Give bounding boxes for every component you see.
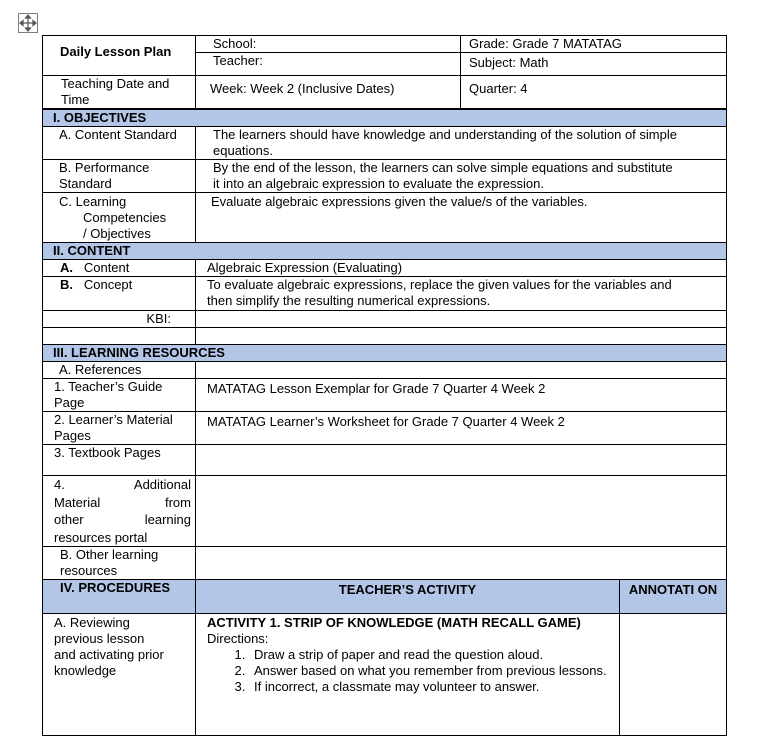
additional-material-value[interactable] (196, 476, 727, 547)
review-label: A. Reviewing previous lesson and activating prior knowledge (43, 614, 196, 736)
subject-field[interactable]: Subject: Math (461, 53, 727, 76)
kbi-value[interactable] (196, 311, 727, 328)
activity-title: ACTIVITY 1. STRIP OF KNOWLEDGE (MATH RECALL GAME) (207, 615, 581, 630)
performance-standard-text: By the end of the lesson, the learners can solve simple equations and substitute it into an algebraic expression to evaluate the expression. (196, 160, 727, 193)
content-standard-text: The learners should have knowledge and understanding of the solution of simple equations. (196, 127, 727, 160)
annotation-cell[interactable] (620, 614, 727, 736)
content-heading: II. CONTENT (43, 243, 727, 260)
teachers-guide-value: MATATAG Lesson Exemplar for Grade 7 Quarter 4 Week 2 (196, 379, 727, 412)
header-table (42, 35, 727, 109)
resources-heading: III. LEARNING RESOURCES (43, 345, 727, 362)
competencies-label-line-3: / Objectives (83, 226, 151, 241)
additional-label-line-4: resources portal (54, 529, 148, 545)
concept-letter: B. (60, 277, 73, 292)
teacher-field[interactable]: Teacher: (196, 53, 461, 76)
content-value: Algebraic Expression (Evaluating) (196, 260, 727, 277)
concept-value: To evaluate algebraic expressions, replace the given values for the variables and then simplify the resulting numerical expressions. (196, 277, 727, 311)
content-label (43, 260, 196, 277)
teaching-date-label: Teaching Date and Time (43, 76, 196, 109)
textbook-label: 3. Textbook Pages (43, 445, 196, 476)
activity-cell (196, 614, 620, 736)
content-letter: A. (60, 260, 73, 275)
other-resources-label: B. Other learning resources (43, 547, 196, 580)
additional-label-line-3: other learning (54, 512, 191, 527)
procedures-heading: IV. PROCEDURES (43, 580, 196, 614)
school-field[interactable]: School: (196, 36, 461, 53)
concept-label-text: Concept (83, 277, 133, 292)
learners-material-value: MATATAG Learner’s Worksheet for Grade 7 Quarter 4 Week 2 (196, 412, 727, 445)
additional-label-line-1: 4. Additional (54, 477, 191, 492)
grade-field[interactable]: Grade: Grade 7 MATATAG (461, 36, 727, 53)
references-label: A. References (43, 362, 196, 379)
competencies-label (43, 193, 196, 243)
quarter-field[interactable]: Quarter: 4 (461, 76, 727, 109)
content-standard-label: A. Content Standard (43, 127, 196, 160)
other-resources-value[interactable] (196, 547, 727, 580)
week-field[interactable]: Week: Week 2 (Inclusive Dates) (196, 76, 461, 109)
empty-row-value[interactable] (196, 328, 727, 345)
learners-material-label: 2. Learner’s Material Pages (43, 412, 196, 445)
concept-label (43, 277, 196, 311)
references-value[interactable] (196, 362, 727, 379)
teacher-activity-heading: TEACHER’S ACTIVITY (196, 580, 620, 614)
additional-material-label (43, 476, 196, 547)
textbook-value[interactable] (196, 445, 727, 476)
list-item: 2. Answer based on what you remember from previous lessons. (249, 663, 615, 679)
directions-list (207, 647, 615, 695)
list-item: 3. If incorrect, a classmate may volunteer to answer. (249, 679, 615, 695)
content-label-text: Content (83, 260, 130, 275)
table-move-handle-icon[interactable] (18, 13, 38, 33)
list-item: 1. Draw a strip of paper and read the question aloud. (249, 647, 615, 663)
additional-label-line-2: Material from (54, 494, 191, 510)
performance-standard-label: B. Performance Standard (43, 160, 196, 193)
lesson-plan-document (42, 35, 726, 736)
directions-label: Directions: (207, 631, 269, 646)
competencies-text: Evaluate algebraic expressions given the value/s of the variables. (196, 193, 727, 243)
competencies-label-line-1: C. Learning (59, 194, 127, 209)
main-table (42, 109, 727, 736)
title: Daily Lesson Plan (43, 36, 196, 76)
annotation-heading: ANNOTATI ON (620, 580, 727, 614)
kbi-label: KBI: (43, 311, 196, 328)
teachers-guide-label: 1. Teacher’s Guide Page (43, 379, 196, 412)
empty-row-label (43, 328, 196, 345)
competencies-label-line-2: Competencies (83, 210, 167, 225)
objectives-heading: I. OBJECTIVES (43, 110, 727, 127)
